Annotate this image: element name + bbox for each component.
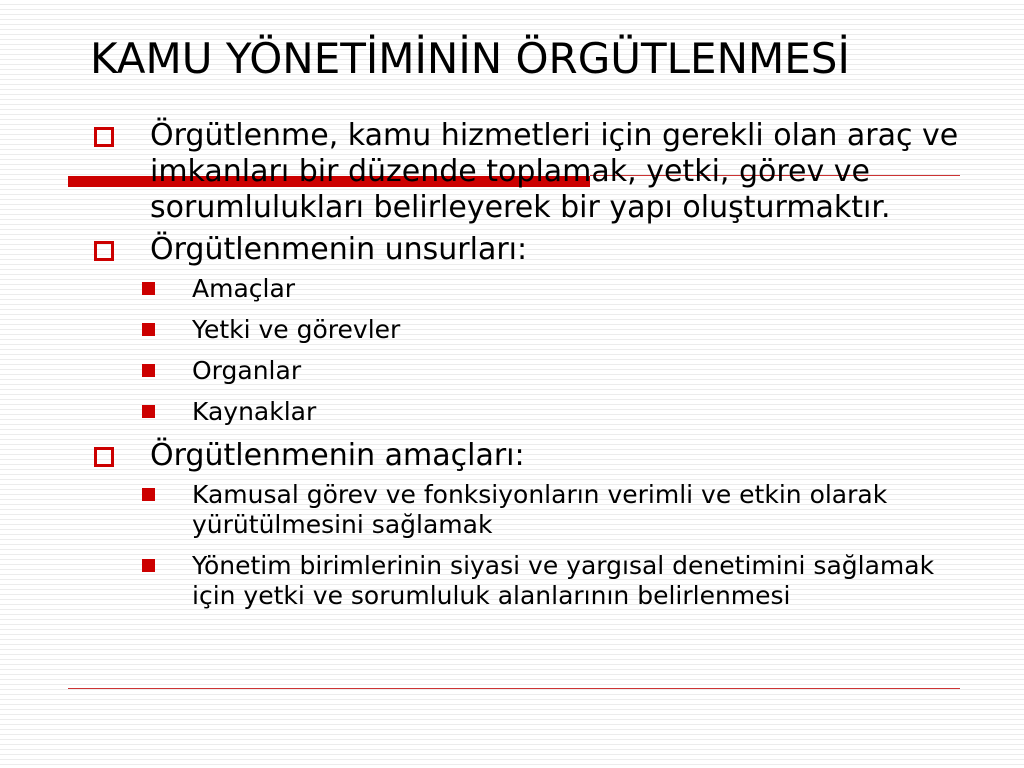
bullet-item <box>90 118 970 226</box>
sub-bullet-text: Amaçlar <box>192 274 296 303</box>
hollow-square-bullet-icon <box>94 127 114 147</box>
hollow-square-bullet-icon <box>94 447 114 467</box>
sub-bullet-text: Yetki ve görevler <box>192 315 401 344</box>
sub-bullet-item <box>90 315 970 345</box>
bullet-text: Örgütlenmenin amaçları: <box>150 438 525 473</box>
sub-bullet-item <box>90 274 970 304</box>
sub-bullet-item <box>90 356 970 386</box>
bullet-text: Örgütlenme, kamu hizmetleri için gerekli olan araç ve imkanları bir düzende toplamak, yetki, görev ve sorumlulukları belirleyerek bir yapı oluşturmaktır. <box>150 118 959 225</box>
bullet-item <box>90 232 970 268</box>
filled-square-bullet-icon <box>142 559 155 572</box>
slide-title: KAMU YÖNETİMİNİN ÖRGÜTLENMESİ <box>90 34 850 83</box>
footer-divider-line <box>68 688 960 689</box>
sub-bullet-text: Organlar <box>192 356 302 385</box>
bullet-item <box>90 438 970 474</box>
filled-square-bullet-icon <box>142 488 155 501</box>
sub-bullet-text: Yönetim birimlerinin siyasi ve yargısal denetimini sağlamak için yetki ve sorumluluk alanlarının belirlenmesi <box>192 551 935 610</box>
sub-bullet-item <box>90 551 970 611</box>
sub-bullet-item <box>90 397 970 427</box>
bullet-text: Örgütlenmenin unsurları: <box>150 232 528 267</box>
sub-bullet-text: Kaynaklar <box>192 397 317 426</box>
sub-bullet-text: Kamusal görev ve fonksiyonların verimli ve etkin olarak yürütülmesini sağlamak <box>192 480 888 539</box>
hollow-square-bullet-icon <box>94 241 114 261</box>
bullet-list <box>90 118 970 622</box>
filled-square-bullet-icon <box>142 405 155 418</box>
filled-square-bullet-icon <box>142 364 155 377</box>
sub-bullet-item <box>90 480 970 540</box>
filled-square-bullet-icon <box>142 323 155 336</box>
filled-square-bullet-icon <box>142 282 155 295</box>
